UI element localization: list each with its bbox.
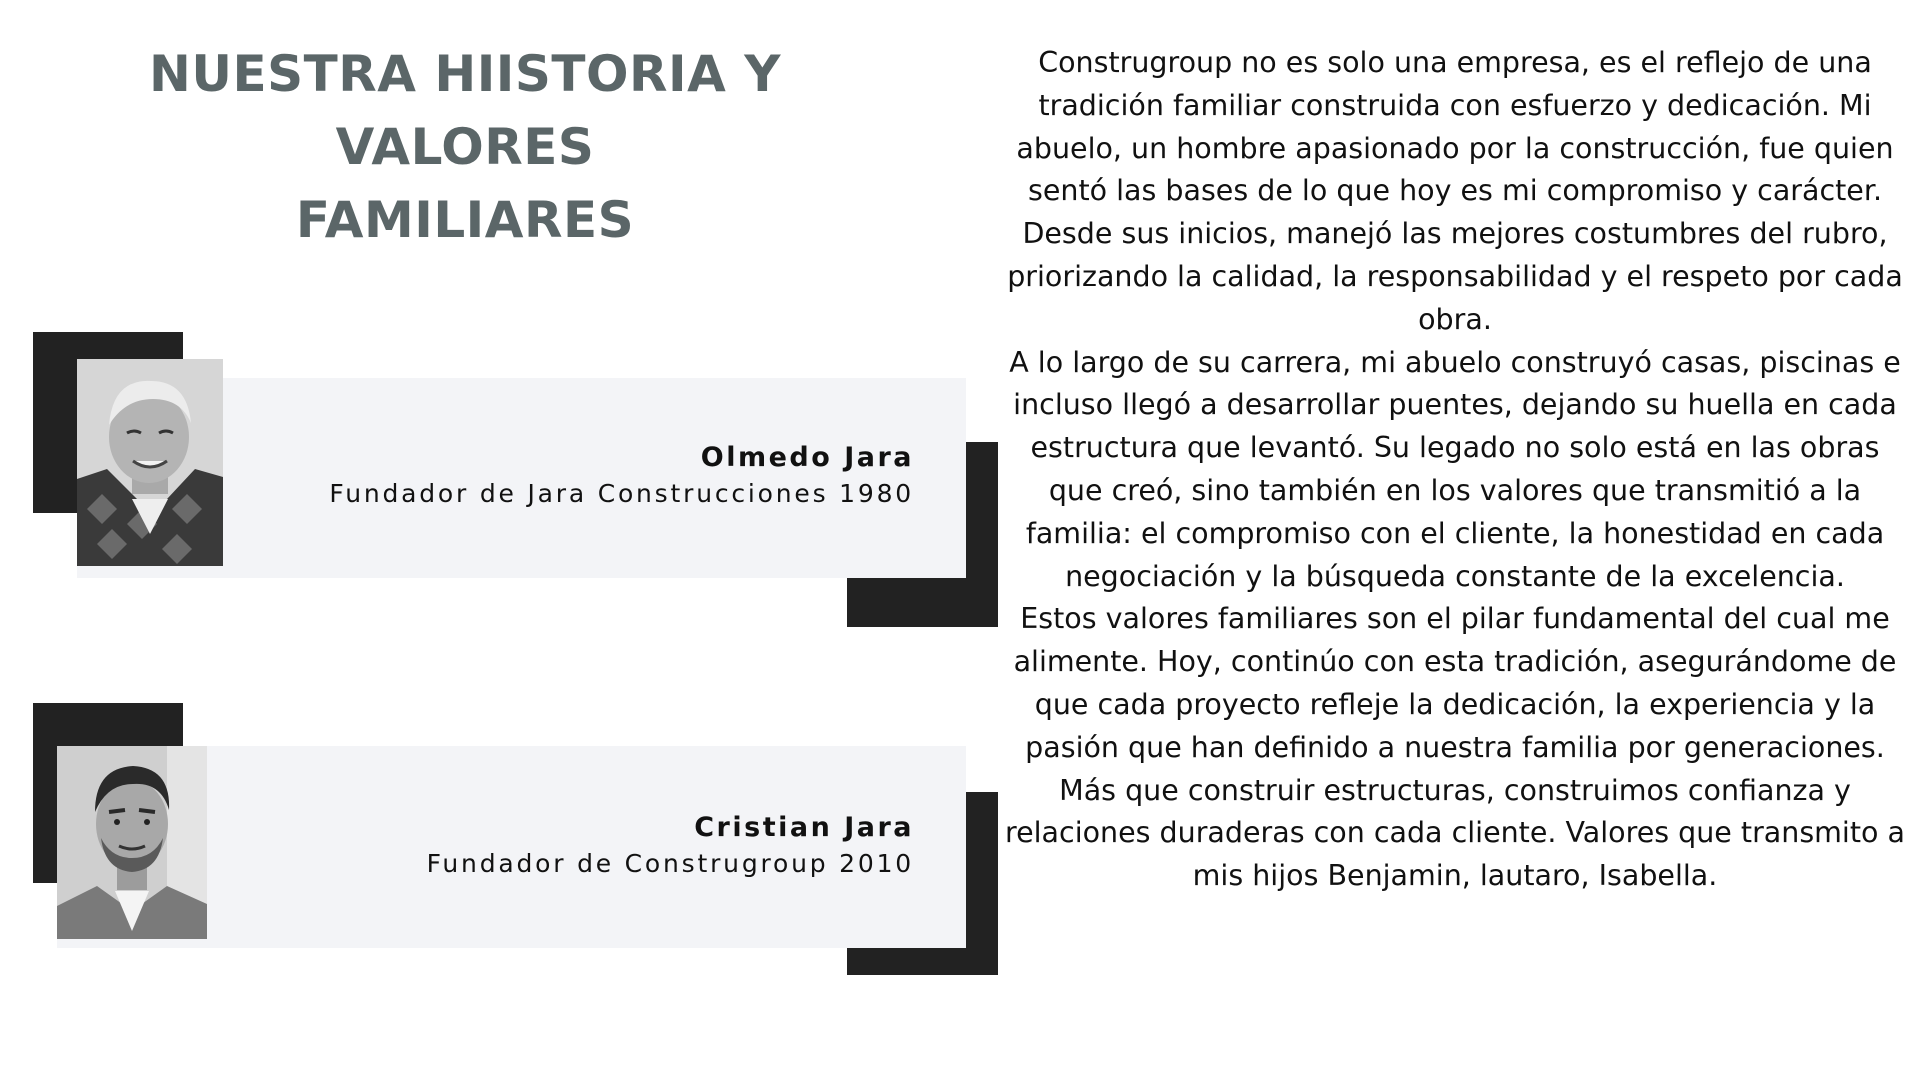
history-paragraph-3: Estos valores familiares son el pilar fundamental del cual me alimente. Hoy, continúo con esta tradición, asegurándome de que cada proyecto refleje la dedicación, la experiencia y la pasión que han definido a nuestra familia por generaciones. Más que construir estructuras, construimos confianza y relaciones duraderas con cada cliente. Valores que transmito a mis hijos Benjamin, lautaro, Isabella. [1005,602,1905,893]
history-paragraph-2: A lo largo de su carrera, mi abuelo construyó casas, piscinas e incluso llegó a desarrollar puentes, dejando su huella en cada estructura que levantó. Su legado no solo está en las obras que creó, sino también en los valores que transmitió a la familia: el compromiso con el cliente, la honestidad en cada negociación y la búsqueda constante de la excelencia. [1009,345,1901,593]
young-man-portrait-icon [57,746,207,939]
person-photo-cristian [57,746,207,939]
person-role: Fundador de Jara Construcciones 1980 [329,479,914,508]
person-name: Cristian Jara [694,812,914,843]
history-text [1000,42,1910,898]
person-card-cristian [427,810,914,882]
person-role: Fundador de Construgroup 2010 [426,849,914,878]
page-title [40,38,890,257]
page-title-line-1: NUESTRA HIISTORIA Y VALORES [149,45,781,176]
elderly-man-portrait-icon [77,359,223,566]
person-card-olmedo [329,440,914,512]
history-paragraph-1: Construgroup no es solo una empresa, es el reflejo de una tradición familiar construida con esfuerzo y dedicación. Mi abuelo, un hombre apasionado por la construcción, fue quien sentó las bases de lo que hoy es mi compromiso y carácter. Desde sus inicios, manejó las mejores costumbres del rubro, priorizando la calidad, la responsabilidad y el respeto por cada obra. [1007,46,1903,336]
person-name: Olmedo Jara [700,442,914,473]
page-title-line-2: FAMILIARES [295,191,635,249]
person-photo-olmedo [77,359,223,566]
